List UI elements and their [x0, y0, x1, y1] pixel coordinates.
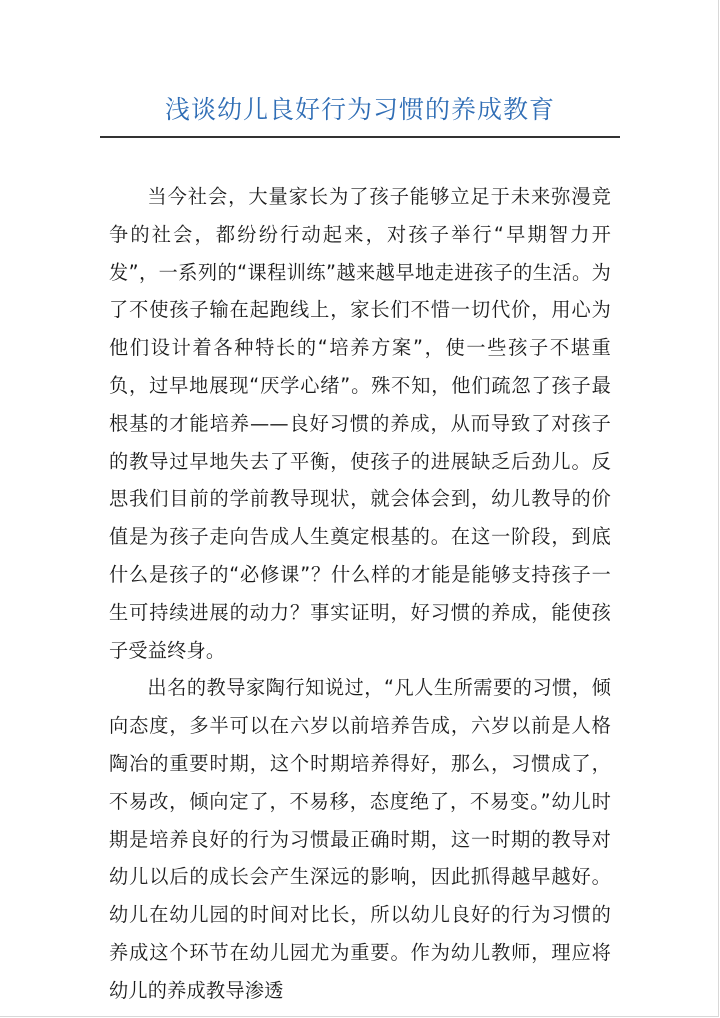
title-underline	[100, 136, 620, 138]
paragraph-2: 出名的教导家陶行知说过，“凡人生所需要的习惯，倾向态度，多半可以在六岁以前培养告成，六岁以前是人格陶冶的重要时期，这个时期培养得好，那么，习惯成了，不易改，倾向定了，不易移，态度绝了，不易变。”幼儿时期是培养良好的行为习惯最正确时期，这一时期的教导对幼儿以后的成长会产生深远的影响，因此抓得越早越好。幼儿在幼儿园的时间对比长，所以幼儿良好的行为习惯的养成这个环节在幼儿园尤为重要。作为幼儿教师，理应将幼儿的养成教导渗透	[109, 676, 611, 1002]
document-title: 浅谈幼儿良好行为习惯的养成教育	[164, 95, 555, 124]
paragraph-1: 当今社会，大量家长为了孩子能够立足于未来弥漫竞争的社会，都纷纷行动起来，对孩子举行“早期智力开发”，一系列的“课程训练”越来越早地走进孩子的生活。为了不使孩子输在起跑线上，家长们不惜一切代价，用心为他们设计着各种特长的“培养方案”，使一些孩子不堪重负，过早地展现“厌学心绪”。殊不知，他们疏忽了孩子最根基的才能培养——良好习惯的养成，从而导致了对孩子的教导过早地失去了平衡，使孩子的进展缺乏后劲儿。反思我们目前的学前教导现状，就会体会到，幼儿教导的价值是为孩子走向告成人生奠定根基的。在这一阶段，到底什么是孩子的“必修课”？什么样的才能是能够支持孩子一生可持续进展的动力？事实证明，好习惯的养成，能使孩子受益终身。	[109, 185, 611, 662]
document-body	[109, 178, 611, 1010]
